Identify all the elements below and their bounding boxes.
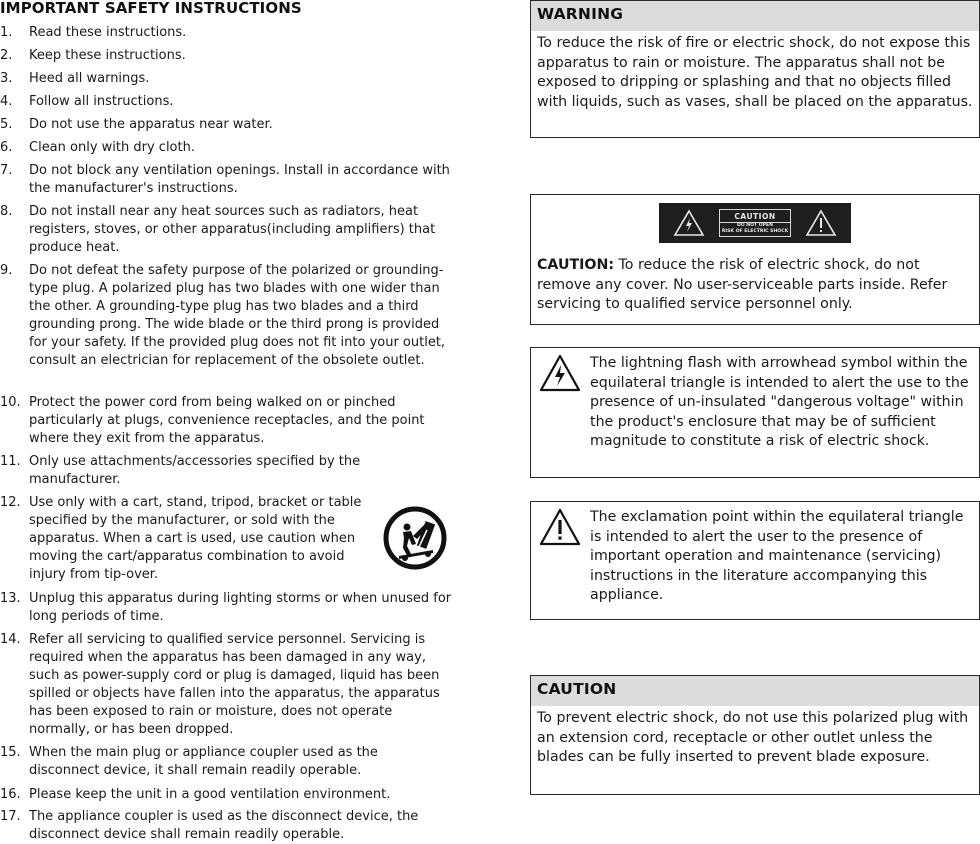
plate-line-1: DO NOT OPEN xyxy=(736,223,774,228)
list-item xyxy=(0,203,452,257)
item-number: 2. xyxy=(0,48,13,63)
item-text: The appliance coupler is used as the disconnect device, the disconnect device shall remain readily operable. xyxy=(29,809,419,842)
item-text: Clean only with dry cloth. xyxy=(29,140,195,155)
item-number: 15. xyxy=(0,745,21,760)
list-item xyxy=(0,394,452,448)
lightning-note-text: The lightning flash with arrowhead symbol within the equilateral triangle is intended to alert the use to the presence of un-insulated "dangerous voltage" within the product's enclosure that may be of sufficient magnitude to constitute a risk of electric shock. xyxy=(590,355,969,450)
cart-tip-over-icon xyxy=(383,506,447,570)
lightning-triangle-icon xyxy=(673,209,705,237)
item-number: 12. xyxy=(0,495,21,510)
item-number: 9. xyxy=(0,263,13,278)
caution-label-text xyxy=(531,253,979,315)
exclamation-note-box xyxy=(530,501,980,620)
list-item xyxy=(0,590,452,626)
caution-label-plate xyxy=(659,203,851,243)
list-item xyxy=(0,786,452,804)
item-text: Unplug this apparatus during lighting storms or when unused for long periods of time. xyxy=(29,591,452,624)
item-text: Keep these instructions. xyxy=(29,48,186,63)
exclamation-triangle-icon xyxy=(539,508,581,546)
item-number: 13. xyxy=(0,591,21,606)
warning-header: WARNING xyxy=(531,1,979,31)
item-number: 1. xyxy=(0,25,13,40)
plate-caption: CAUTION xyxy=(720,212,790,223)
caution-header: CAUTION xyxy=(531,676,979,706)
list-item xyxy=(0,744,452,780)
list-item xyxy=(0,24,452,42)
caution-text: To prevent electric shock, do not use this polarized plug with an extension cord, receptacle or other outlet unless the blades can be fully inserted to prevent blade exposure. xyxy=(537,710,969,766)
item-number: 6. xyxy=(0,140,13,155)
list-item xyxy=(0,116,452,134)
item-number: 14. xyxy=(0,632,21,647)
item-text: Only use attachments/accessories specified by the manufacturer. xyxy=(29,454,361,487)
warning-text: To reduce the risk of fire or electric shock, do not expose this apparatus to rain or moisture. The apparatus shall not be exposed to dripping or splashing and that no objects filled with liquids, such as vases, shall be placed on the apparatus. xyxy=(537,35,973,110)
list-item xyxy=(0,93,452,111)
lightning-note-box xyxy=(530,347,980,478)
item-text: Heed all warnings. xyxy=(29,71,150,86)
item-number: 16. xyxy=(0,787,21,802)
list-item xyxy=(0,453,452,489)
list-item xyxy=(0,162,452,198)
item-number: 5. xyxy=(0,117,13,132)
list-item xyxy=(0,47,452,65)
item-text: Do not block any ventilation openings. Install in accordance with the manufacturer's instructions. xyxy=(29,163,450,196)
exclamation-triangle-icon xyxy=(805,209,837,237)
item-number: 3. xyxy=(0,71,13,86)
caution-box xyxy=(530,675,980,795)
item-number: 8. xyxy=(0,204,13,219)
item-text: Do not install near any heat sources such as radiators, heat registers, stoves, or other apparatus(including amplifiers) that produce heat. xyxy=(29,204,436,255)
list-item xyxy=(0,808,452,844)
caution-label-box xyxy=(530,194,980,325)
item-text: Use only with a cart, stand, tripod, bracket or table specified by the manufacturer, or sold with the apparatus. When a cart is used, use caution when moving the cart/apparatus combination to avoid injury from tip-over. xyxy=(29,495,362,582)
item-text: Refer all servicing to qualified service personnel. Servicing is required when the apparatus has been damaged in any way, such as power-supply cord or plug is damaged, liquid has been spilled or objects have fallen into the apparatus, the apparatus has been exposed to rain or moisture, does not operate normally, or has been dropped. xyxy=(29,632,440,737)
warning-box xyxy=(530,0,980,138)
item-text: Protect the power cord from being walked on or pinched particularly at plugs, convenience receptacles, and the point where they exit from the apparatus. xyxy=(29,395,425,446)
lightning-triangle-icon xyxy=(539,354,581,392)
caution-lead: CAUTION: xyxy=(537,257,615,273)
list-item xyxy=(0,139,452,157)
list-item xyxy=(0,631,452,739)
item-text: Please keep the unit in a good ventilation environment. xyxy=(29,787,391,802)
exclamation-note-text: The exclamation point within the equilateral triangle is intended to alert the user to the presence of important operation and maintenance (servicing) instructions in the literature accompanying this appliance. xyxy=(590,509,964,604)
plate-line-2: RISK OF ELECTRIC SHOCK xyxy=(721,229,789,234)
caution-body: To reduce the risk of electric shock, do not remove any cover. No user-serviceable parts inside. Refer servicing to qualified service personnel only. xyxy=(537,257,948,313)
item-number: 4. xyxy=(0,94,13,109)
item-text: When the main plug or appliance coupler used as the disconnect device, it shall remain readily operable. xyxy=(29,745,378,778)
item-number: 11. xyxy=(0,454,21,469)
item-text: Do not defeat the safety purpose of the polarized or grounding-type plug. A polarized plug has two blades with one wider than the other. A grounding-type plug has two blades and a third grounding prong. The wide blade or the third prong is provided for your safety. If the provided plug does not fit into your outlet, consult an electrician for replacement of the obsolete outlet. xyxy=(29,263,446,368)
item-number: 7. xyxy=(0,163,13,178)
item-text: Do not use the apparatus near water. xyxy=(29,117,273,132)
item-text: Read these instructions. xyxy=(29,25,187,40)
item-number: 10. xyxy=(0,395,21,410)
list-item xyxy=(0,70,452,88)
list-item xyxy=(0,262,452,370)
item-number: 17. xyxy=(0,809,21,824)
caution-plate-center xyxy=(719,209,791,237)
item-text: Follow all instructions. xyxy=(29,94,174,109)
page-title: IMPORTANT SAFETY INSTRUCTIONS xyxy=(0,0,302,17)
